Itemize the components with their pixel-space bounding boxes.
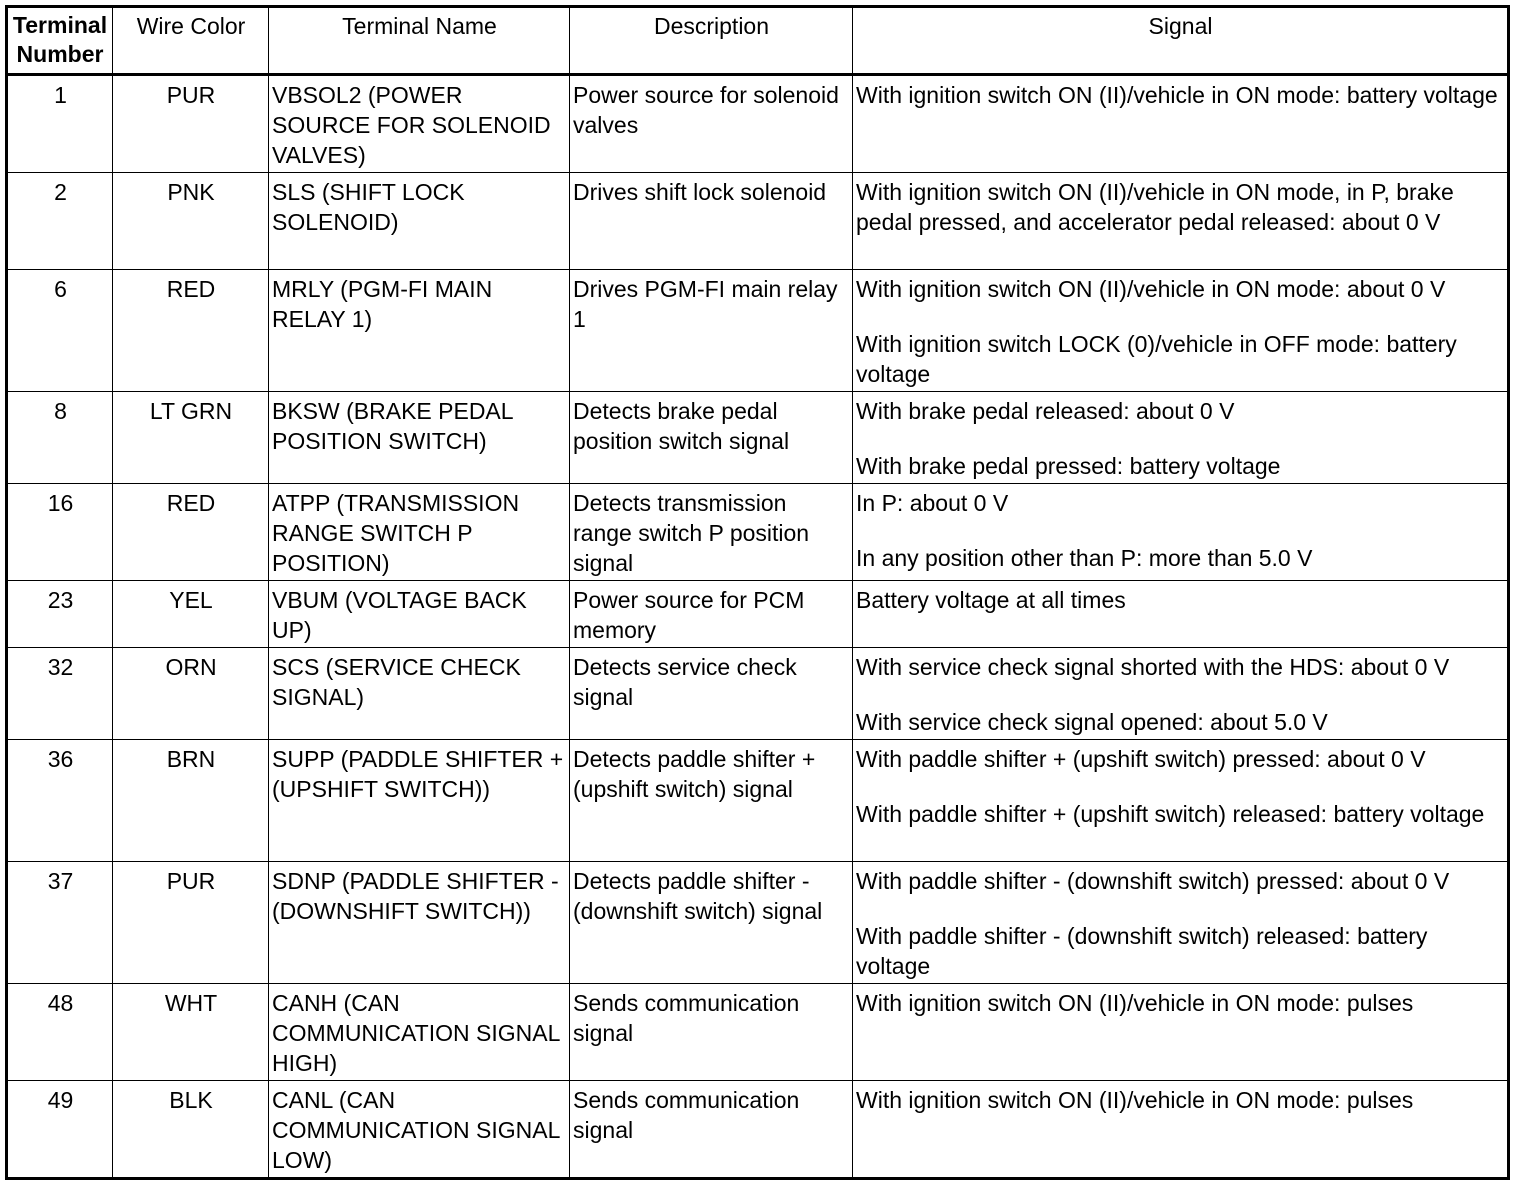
table-row [7,173,1509,270]
terminal-name-cell: SLS (SHIFT LOCK SOLENOID) [269,173,570,270]
signal-line: With ignition switch ON (II)/vehicle in ON mode: about 0 V [856,276,1446,302]
signal-line: With service check signal shorted with the HDS: about 0 V [856,654,1450,680]
table-row [7,270,1509,392]
wire-color-cell: PUR [113,862,269,984]
terminal-number-cell: 36 [7,740,113,862]
description-cell: Sends communication signal [570,984,853,1081]
terminal-number-cell: 16 [7,484,113,581]
wire-color-cell: ORN [113,648,269,740]
wire-color-cell: BRN [113,740,269,862]
description-cell: Sends communication signal [570,1081,853,1179]
terminal-number-cell: 2 [7,173,113,270]
signal-line: With ignition switch ON (II)/vehicle in ON mode: pulses [856,990,1414,1016]
terminal-name-cell: MRLY (PGM-FI MAIN RELAY 1) [269,270,570,392]
signal-cell [853,581,1509,648]
signal-cell [853,648,1509,740]
terminal-number-cell: 6 [7,270,113,392]
terminal-number-cell: 8 [7,392,113,484]
terminal-name-cell: CANH (CAN COMMUNICATION SIGNAL HIGH) [269,984,570,1081]
signal-cell [853,173,1509,270]
header-terminal-name: Terminal Name [269,7,570,75]
signal-line: With brake pedal pressed: battery voltage [856,453,1281,479]
description-cell: Detects transmission range switch P position signal [570,484,853,581]
signal-line: With ignition switch LOCK (0)/vehicle in OFF mode: battery voltage [856,331,1457,387]
terminal-table [5,5,1510,1180]
terminal-number-cell: 32 [7,648,113,740]
signal-cell [853,862,1509,984]
table-row [7,1081,1509,1179]
signal-cell [853,1081,1509,1179]
signal-line: With paddle shifter - (downshift switch) pressed: about 0 V [856,868,1450,894]
description-cell: Detects paddle shifter - (downshift switch) signal [570,862,853,984]
description-cell: Detects brake pedal position switch signal [570,392,853,484]
header-description: Description [570,7,853,75]
signal-line: With paddle shifter - (downshift switch) released: battery voltage [856,923,1428,979]
wire-color-cell: RED [113,484,269,581]
signal-line: With ignition switch ON (II)/vehicle in ON mode: pulses [856,1087,1414,1113]
terminal-name-cell: SDNP (PADDLE SHIFTER - (DOWNSHIFT SWITCH)) [269,862,570,984]
header-row [7,7,1509,75]
wire-color-cell: RED [113,270,269,392]
header-terminal-number: Terminal Number [7,7,113,75]
terminal-name-cell: BKSW (BRAKE PEDAL POSITION SWITCH) [269,392,570,484]
signal-line: With paddle shifter + (upshift switch) pressed: about 0 V [856,746,1426,772]
description-cell: Detects service check signal [570,648,853,740]
signal-line: With ignition switch ON (II)/vehicle in ON mode, in P, brake pedal pressed, and accelerator pedal released: about 0 V [856,179,1454,235]
table-row [7,984,1509,1081]
table-row [7,648,1509,740]
signal-cell [853,75,1509,173]
terminal-number-cell: 48 [7,984,113,1081]
terminal-number-cell: 49 [7,1081,113,1179]
table-row [7,740,1509,862]
table-row [7,392,1509,484]
terminal-name-cell: VBUM (VOLTAGE BACK UP) [269,581,570,648]
table-row [7,862,1509,984]
terminal-number-cell: 23 [7,581,113,648]
terminal-name-cell: SCS (SERVICE CHECK SIGNAL) [269,648,570,740]
description-cell: Drives shift lock solenoid [570,173,853,270]
wire-color-cell: BLK [113,1081,269,1179]
terminal-name-cell: ATPP (TRANSMISSION RANGE SWITCH P POSITION) [269,484,570,581]
signal-line: With ignition switch ON (II)/vehicle in ON mode: battery voltage [856,82,1498,108]
terminal-number-cell: 37 [7,862,113,984]
terminal-name-cell: VBSOL2 (POWER SOURCE FOR SOLENOID VALVES) [269,75,570,173]
table-row [7,581,1509,648]
signal-cell [853,484,1509,581]
wire-color-cell: YEL [113,581,269,648]
wire-color-cell: LT GRN [113,392,269,484]
terminal-name-cell: SUPP (PADDLE SHIFTER + (UPSHIFT SWITCH)) [269,740,570,862]
description-cell: Detects paddle shifter + (upshift switch) signal [570,740,853,862]
signal-line: With brake pedal released: about 0 V [856,398,1235,424]
signal-line: In P: about 0 V [856,490,1009,516]
signal-cell [853,392,1509,484]
description-cell: Power source for solenoid valves [570,75,853,173]
wire-color-cell: PNK [113,173,269,270]
description-cell: Drives PGM-FI main relay 1 [570,270,853,392]
wire-color-cell: PUR [113,75,269,173]
signal-line: With service check signal opened: about 5.0 V [856,709,1328,735]
signal-cell [853,270,1509,392]
signal-cell [853,984,1509,1081]
table-header [7,7,1509,75]
signal-line: In any position other than P: more than 5.0 V [856,545,1313,571]
signal-cell [853,740,1509,862]
header-signal: Signal [853,7,1509,75]
header-wire-color: Wire Color [113,7,269,75]
signal-line: With paddle shifter + (upshift switch) released: battery voltage [856,801,1485,827]
terminal-name-cell: CANL (CAN COMMUNICATION SIGNAL LOW) [269,1081,570,1179]
table-row [7,484,1509,581]
signal-line: Battery voltage at all times [856,587,1126,613]
table-row [7,75,1509,173]
terminal-number-cell: 1 [7,75,113,173]
table-body [7,75,1509,1179]
description-cell: Power source for PCM memory [570,581,853,648]
wire-color-cell: WHT [113,984,269,1081]
